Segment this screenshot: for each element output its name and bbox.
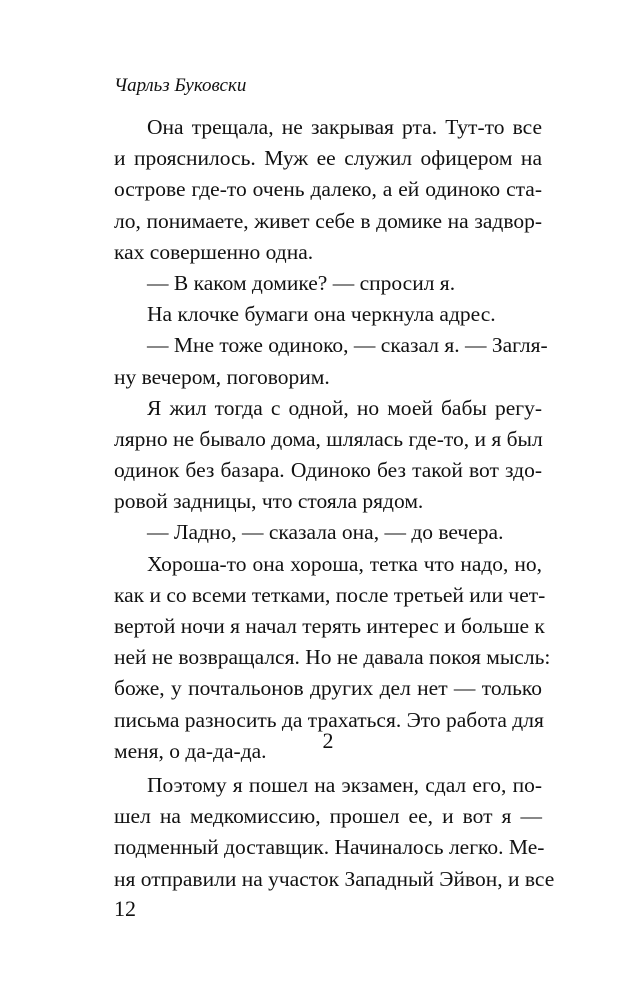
- page-number: 12: [114, 896, 136, 921]
- text-line: ровой задницы, что стояла рядом.: [114, 489, 424, 514]
- text-line: как и со всеми тетками, после третьей или чет-: [114, 582, 546, 607]
- text-line: лярно не бывало дома, шлялась где-то, и я был: [114, 426, 543, 451]
- text-line: ней не возвращался. Но не давала покоя мысль:: [114, 645, 551, 670]
- text-line: одинок без базара. Одиноко без такой вот здо-: [114, 458, 542, 483]
- text-line: Хороша-то она хороша, тетка что надо, но,: [147, 551, 542, 576]
- text-line: — В каком домике? — спросил я.: [147, 270, 456, 295]
- text-line: ках совершенно одна.: [114, 239, 314, 264]
- text-line: подменный доставщик. Начиналось легко. Ме-: [114, 835, 545, 860]
- text-line: — Ладно, — сказала она, — до вечера.: [147, 520, 504, 545]
- text-line: ня отправили на участок Западный Эйвон, и все: [114, 866, 555, 891]
- text-line: ло, понимаете, живет себе в домике на задвор-: [114, 208, 542, 233]
- chapter-number: 2: [322, 728, 334, 753]
- text-line: боже, у почтальонов других дел нет — только: [114, 676, 542, 701]
- text-line: Поэтому я пошел на экзамен, сдал его, по-: [147, 773, 542, 797]
- text-line: На клочке бумаги она черкнула адрес.: [147, 302, 496, 327]
- text-line: шел на медкомиссию, прошел ее, и вот я —: [114, 804, 542, 829]
- text-line: — Мне тоже одиноко, — сказал я. — Загля-: [147, 333, 548, 358]
- text-block-chapter-start: [114, 770, 555, 895]
- text-line: меня, о да-да-да.: [114, 738, 267, 763]
- text-line: ну вечером, поговорим.: [114, 364, 330, 389]
- text-line: и прояснилось. Муж ее служил офицером на: [114, 146, 542, 171]
- running-head-author: Чарльз Буковски: [114, 75, 247, 96]
- text-line: письма разносить да трахаться. Это работа для: [114, 707, 544, 732]
- text-block-main: [114, 112, 551, 767]
- text-line: вертой ночи я начал терять интерес и больше к: [114, 614, 545, 638]
- text-line: Она трещала, не закрывая рта. Тут-то все: [147, 115, 542, 139]
- text-line: Я жил тогда с одной, но моей бабы регу-: [147, 395, 542, 420]
- text-line: острове где-то очень далеко, а ей одиноко ста-: [114, 177, 542, 202]
